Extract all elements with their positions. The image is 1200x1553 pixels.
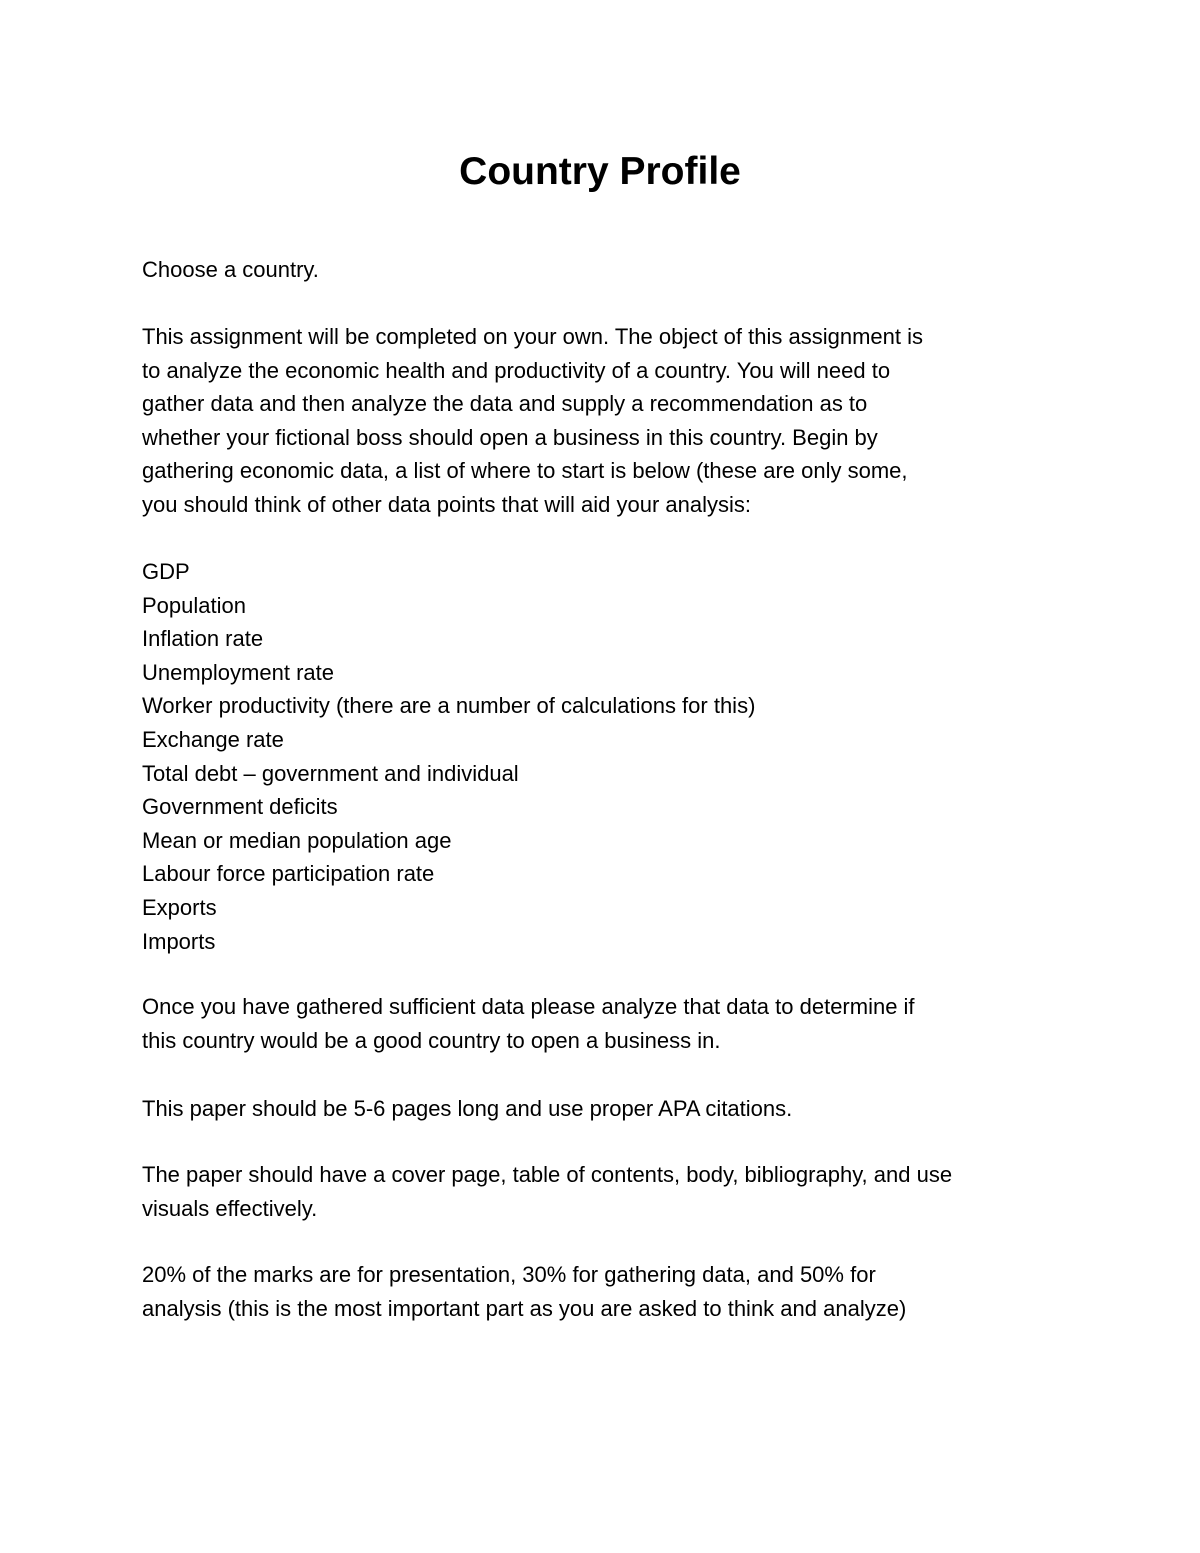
paragraph-line: visuals effectively. [142, 1195, 318, 1221]
paragraph-line: to analyze the economic health and productivity of a country. You will need to [142, 357, 891, 383]
paragraph-line: This paper should be 5-6 pages long and use proper APA citations. [142, 1096, 793, 1121]
paragraph-line: this country would be a good country to open a business in. [142, 1027, 721, 1053]
list-item: Unemployment rate [142, 659, 334, 685]
paragraph-line: 20% of the marks are for presentation, 30% for gathering data, and 50% for [142, 1262, 876, 1287]
list-item: Imports [142, 928, 216, 954]
paragraph-line: whether your fictional boss should open a business in this country. Begin by [142, 424, 878, 450]
list-item: Population [142, 592, 246, 618]
list-item: Labour force participation rate [142, 861, 435, 887]
paragraph-line: you should think of other data points that will aid your analysis: [142, 491, 752, 517]
paragraph-line: The paper should have a cover page, table of contents, body, bibliography, and use [142, 1162, 953, 1187]
paragraph-line: This assignment will be completed on your own. The object of this assignment is [142, 324, 923, 349]
intro-text: Choose a country. [142, 257, 319, 282]
paragraph-line: gather data and then analyze the data and supply a recommendation as to [142, 391, 868, 417]
list-item: Exchange rate [142, 726, 284, 752]
data-points-list [142, 555, 1072, 958]
paragraph-line: gathering economic data, a list of where to start is below (these are only some, [142, 458, 908, 484]
list-item: Government deficits [142, 794, 338, 820]
structure-requirements [142, 1158, 1072, 1225]
analysis-instructions [142, 990, 1072, 1057]
list-item: GDP [142, 559, 190, 584]
list-item: Total debt – government and individual [142, 760, 519, 786]
list-item: Mean or median population age [142, 827, 452, 853]
paragraph-line: Once you have gathered sufficient data please analyze that data to determine if [142, 994, 915, 1019]
page-title: Country Profile [459, 150, 741, 193]
paragraph-line: analysis (this is the most important part as you are asked to think and analyze) [142, 1295, 907, 1321]
assignment-description [142, 320, 1072, 522]
list-item: Inflation rate [142, 626, 264, 652]
list-item: Exports [142, 894, 217, 920]
marking-scheme [142, 1258, 1072, 1325]
length-requirements [142, 1092, 1072, 1126]
list-item: Worker productivity (there are a number of calculations for this) [142, 693, 756, 719]
